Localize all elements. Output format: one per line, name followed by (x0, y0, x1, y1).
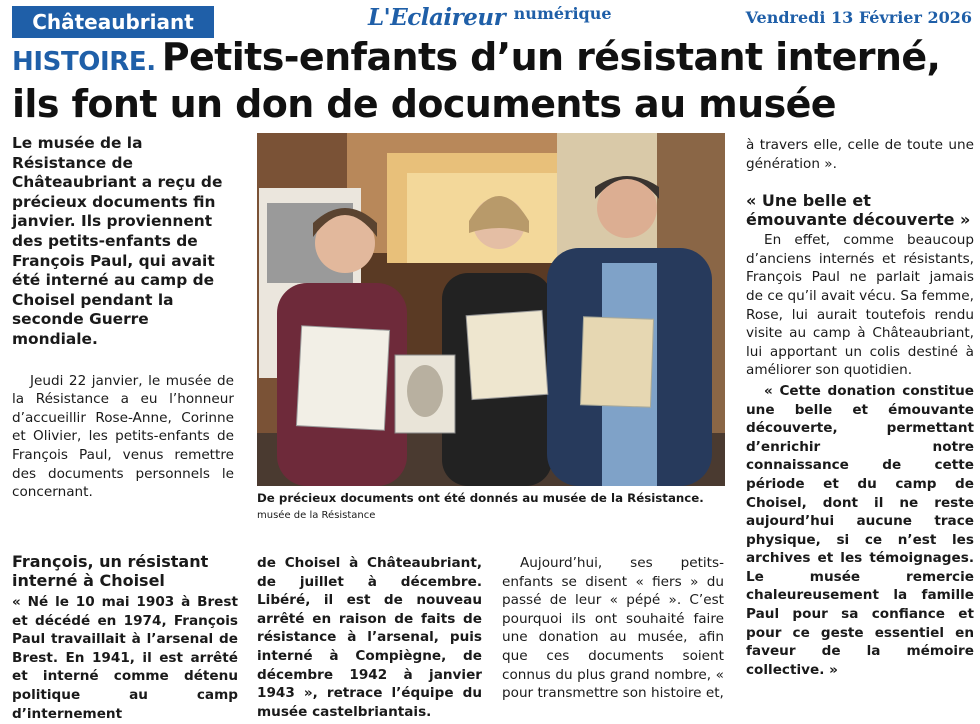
publication-date: Vendredi 13 Février 2026 (745, 8, 972, 27)
top-bar (0, 0, 980, 40)
subhead-2: « Une belle et émouvante découverte » (746, 191, 971, 230)
column-1 (12, 134, 234, 502)
paragraph-1: Jeudi 22 janvier, le musée de la Résistance a eu l’honneur d’accueillir Rose-Anne, Corinne et Olivier, les petits-enfants de François Paul, venus remettre des documents personnels le concernant. (12, 372, 234, 501)
paragraph-3: de Choisel à Châteaubriant, de juillet à décembre. Libéré, il est de nouveau arrêté en raison de faits de résistance à l’arsenal, puis interné à Compiègne, de décembre 1942 à janvier 1943 », retrace l’équipe du musée castelbriantais. (257, 555, 482, 720)
headline (12, 36, 978, 125)
masthead (368, 4, 612, 34)
article-photo (257, 133, 725, 486)
paragraph-4: Aujourd’hui, ses petits-enfants se disent « fiers » du passé de leur « pépé ». C’est pourquoi ils ont souhaité faire une donation au musée, afin que ces documents soient connus du plus grand nombre, « pour transmettre son histoire et, (502, 555, 724, 702)
photo-illustration (257, 133, 725, 486)
subhead-1: François, un résistant interné à Choisel (12, 552, 209, 590)
column-4 (746, 136, 974, 679)
lead-paragraph: Le musée de la Résistance de Châteaubriant a reçu de précieux documents fin janvier. Ils proviennent des petits-enfants de François Paul, qui avait été interné au camp de Choisel pendant la seconde Guerre mondiale. (12, 134, 223, 348)
photo-credit: musée de la Résistance (257, 510, 376, 521)
paragraph-5: à travers elle, celle de toute une génération ». (746, 137, 974, 172)
masthead-sub: numérique (513, 4, 612, 23)
section-label: Châteaubriant (12, 6, 214, 38)
masthead-name: L'Eclaireur (368, 4, 506, 31)
headline-title: Petits-enfants d’un résistant interné, ils font un don de documents au musée (12, 35, 941, 126)
paragraph-6: En effet, comme beaucoup d’anciens internés et résistants, François Paul ne parlait jamais de ce qu’il avait vécu. Sa femme, Rose, lui aurait toutefois rendu visite au camp à Châteaubriant, lui apportant un colis destiné à améliorer son quotidien. (746, 232, 974, 379)
column-2-lower (257, 554, 482, 721)
caption-text: De précieux documents ont été donnés au musée de la Résistance. (257, 491, 704, 505)
column-3-lower (502, 554, 724, 703)
rubric: HISTOIRE. (12, 47, 156, 77)
photo-caption (257, 490, 725, 524)
paragraph-7: « Cette donation constitue une belle et émouvante découverte, permettant d’enrichir notre connaissance de cette période et du camp de Choisel, dont il ne reste aujourd’hui aucune trace physique, si ce n’est les archives et les témoignages. Le musée remercie chaleureusement la famille Paul pour sa confiance et pour ce geste essentiel en faveur de la mémoire collective. » (746, 382, 974, 678)
paragraph-2: « Né le 10 mai 1903 à Brest et décédé en 1974, François Paul travaillait à l’arsenal de Brest. En 1941, il est arrêté et interné comme détenu politique au camp d’internement (12, 594, 238, 722)
column-1-lower (12, 552, 238, 723)
